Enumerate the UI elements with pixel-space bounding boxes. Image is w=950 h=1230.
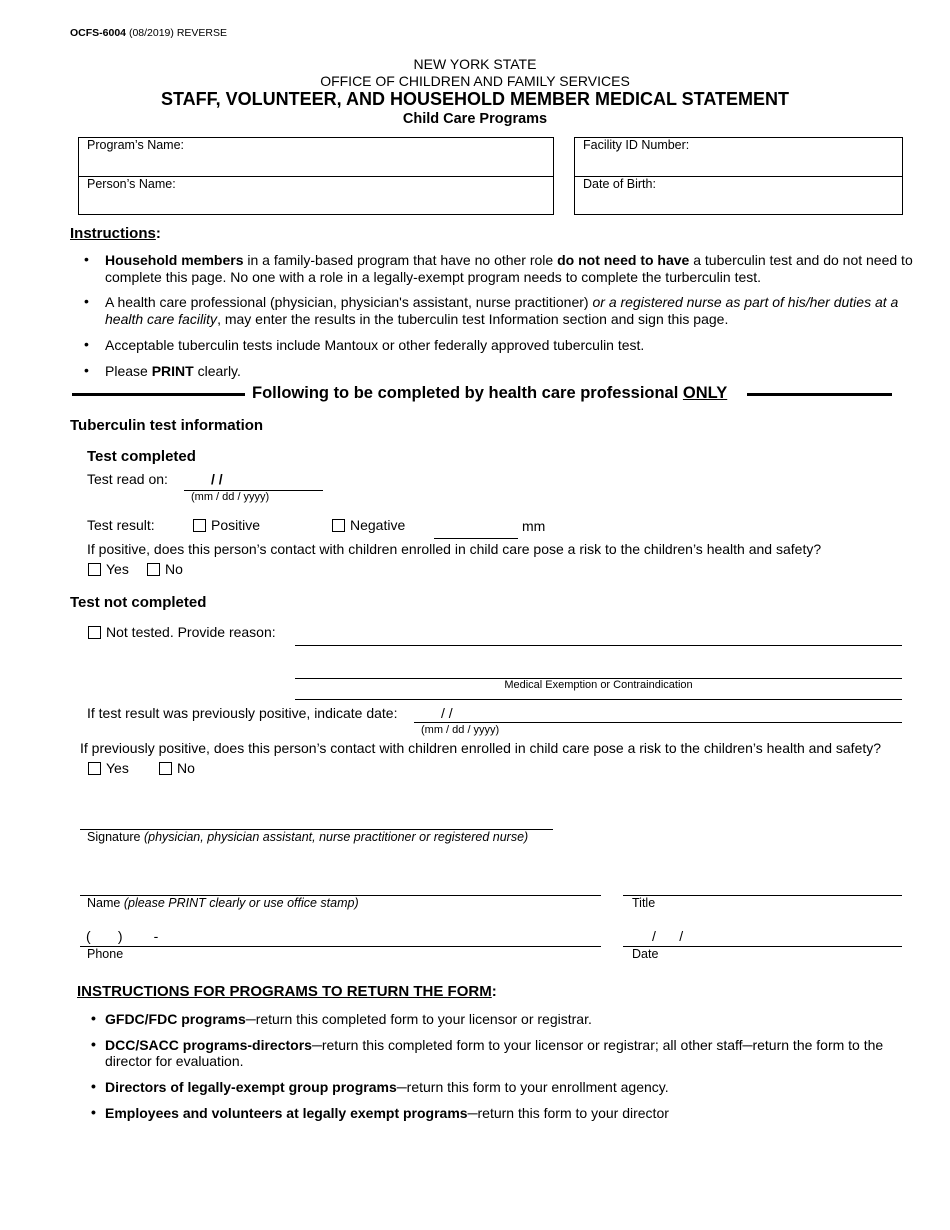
risk-no-checkbox[interactable] [147,563,160,576]
name-label-text: Name [87,896,124,910]
return-heading-colon: : [491,983,497,1000]
mm-unit: mm [522,518,546,534]
negative-label: Negative [350,517,406,533]
signature-note: (physician, physician assistant, nurse practitioner or registered nurse) [143,830,529,844]
mm-field[interactable] [434,538,518,539]
prev-positive-format: (mm / dd / yyyy) [421,724,500,736]
instruction-4-bold: PRINT [151,363,194,379]
prev-risk-yes-option[interactable] [88,760,129,776]
risk-yes-option[interactable] [88,561,129,577]
not-tested-label: Not tested. Provide reason: [106,624,276,640]
instructions-colon: : [155,225,161,242]
dob-field[interactable] [576,193,901,213]
instruction-item-3: Acceptable tuberculin tests include Mantoux or other federally approved tuberculin test. [105,337,645,353]
reason-line-1[interactable] [295,645,902,646]
not-tested-checkbox[interactable] [88,626,101,639]
person-name-label: Person’s Name: [87,177,176,191]
prev-risk-question: If previously positive, does this person’s contact with children enrolled in child care pose a risk to the children’s health and safety? [80,740,882,756]
phone-label: Phone [87,947,124,961]
divider-label: Following to be completed by health care professional [252,384,683,402]
bullet: • [91,1010,96,1026]
bullet: • [91,1036,96,1052]
return-heading-text: INSTRUCTIONS FOR PROGRAMS TO RETURN THE FORM [77,983,492,1000]
phone-line[interactable] [80,946,601,947]
prev-risk-yes-label: Yes [106,760,129,776]
test-read-on-slashes: / / [211,471,223,487]
divider-rule-left [72,393,245,396]
instruction-item-1 [105,252,917,286]
risk-no-option[interactable] [147,561,183,577]
return-1-text: ─return this completed form to your licensor or registrar. [245,1011,592,1027]
return-heading [77,983,497,1000]
phone-mask: ( ) - [86,928,159,944]
positive-option[interactable] [193,517,260,533]
instruction-2-italic: or a registered nurse as part of his/her duties at a health care facility [105,294,899,327]
instruction-1-text-a: in a family-based program that have no other role [243,252,558,268]
return-item-2 [105,1037,895,1069]
name-label [87,896,359,910]
bullet: • [84,293,89,309]
return-2-bold: DCC/SACC programs-directors [105,1037,312,1053]
return-item-3 [105,1079,669,1095]
bullet: • [91,1104,96,1120]
bullet: • [84,336,89,352]
bullet: • [84,362,89,378]
negative-option[interactable] [332,517,405,533]
prev-risk-yes-checkbox[interactable] [88,762,101,775]
program-name-field[interactable] [80,154,552,174]
prev-risk-no-option[interactable] [159,760,195,776]
instructions-heading-text: Instructions [70,225,156,242]
instruction-4-text-b: clearly. [193,363,241,379]
divider-rule-right [747,393,892,396]
instruction-item-2 [105,294,905,328]
instruction-4-text-a: Please [105,363,152,379]
divider-only: ONLY [682,384,728,402]
page-subtitle: Child Care Programs [402,111,548,127]
positive-risk-question: If positive, does this person’s contact with children enrolled in child care pose a risk to the children’s health and safety? [87,541,822,557]
return-4-text: ─return this form to your director [467,1105,669,1121]
date-mask: / / [652,928,684,944]
form-code: OCFS-6004 [70,27,127,39]
return-item-1 [105,1011,592,1027]
signature-label-text: Signature [87,830,144,844]
title-label: Title [632,896,656,910]
prev-positive-slashes: / / [441,705,453,721]
name-note: (please PRINT clearly or use office stamp) [123,896,359,910]
date-line[interactable] [623,946,902,947]
prev-risk-no-label: No [177,760,195,776]
instruction-2-text-a: A health care professional (physician, physician's assistant, nurse practitioner) [105,294,593,310]
program-name-label: Program’s Name: [87,138,185,152]
facility-id-field[interactable] [576,154,901,174]
test-read-on-label: Test read on: [87,471,168,487]
return-2-text: ─return this completed form to your licensor or registrar; all other staff─return the form to the director for evaluation. [105,1037,884,1069]
return-3-text: ─return this form to your enrollment agency. [396,1079,669,1095]
instruction-item-4 [105,363,241,379]
instruction-1-bold-a: Household members [105,252,244,268]
person-name-field[interactable] [80,193,552,213]
negative-checkbox[interactable] [332,519,345,532]
facility-id-label: Facility ID Number: [583,138,690,152]
test-result-label: Test result: [87,517,155,533]
instruction-1-text-b: a tuberculin test and do not need to complete this page. No one with a role in a legally-exempt program needs to complete the turberculin test. [105,252,913,285]
prev-positive-label: If test result was previously positive, indicate date: [87,705,398,721]
test-completed-heading: Test completed [87,448,196,465]
return-1-bold: GFDC/FDC programs [105,1011,246,1027]
test-read-on-format: (mm / dd / yyyy) [191,491,270,503]
risk-no-label: No [165,561,183,577]
dob-label: Date of Birth: [583,177,656,191]
risk-yes-label: Yes [106,561,129,577]
not-tested-option[interactable] [88,624,276,640]
header-office: OFFICE OF CHILDREN AND FAMILY SERVICES [320,73,630,89]
header-state: NEW YORK STATE [413,56,537,72]
return-item-4 [105,1105,669,1121]
exemption-caption: Medical Exemption or Contraindication [504,679,693,691]
test-not-completed-heading: Test not completed [70,594,207,611]
instruction-1-bold-b: do not need to have [557,252,690,268]
instructions-heading [70,225,161,242]
signature-label [87,830,528,844]
return-3-bold: Directors of legally-exempt group programs [105,1079,397,1095]
form-revision: (08/2019) REVERSE [126,27,227,39]
bullet: • [91,1078,96,1094]
risk-yes-checkbox[interactable] [88,563,101,576]
positive-checkbox[interactable] [193,519,206,532]
page-title: STAFF, VOLUNTEER, AND HOUSEHOLD MEMBER MEDICAL STATEMENT [161,89,789,109]
bullet: • [84,251,89,267]
instruction-2-text-b: , may enter the results in the tuberculin test Information section and sign this page. [217,311,729,327]
prev-positive-date-field[interactable] [414,722,902,723]
prev-risk-no-checkbox[interactable] [159,762,172,775]
return-4-bold: Employees and volunteers at legally exempt programs [105,1105,468,1121]
positive-label: Positive [211,517,261,533]
divider-text [252,384,727,403]
exemption-line [295,699,902,700]
tb-heading: Tuberculin test information [70,417,264,434]
date-label: Date [632,947,659,961]
title-line[interactable] [623,895,902,896]
form-code-line [70,27,227,39]
